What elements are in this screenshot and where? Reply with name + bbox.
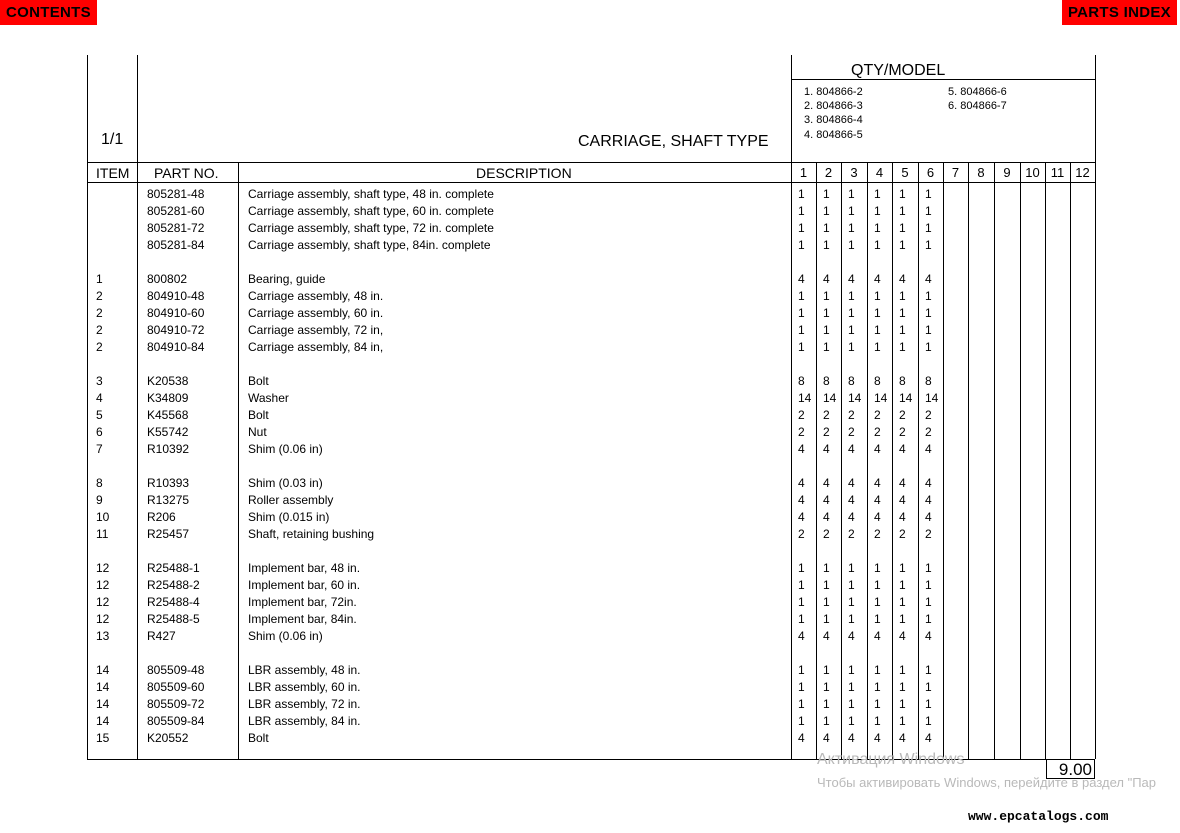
qty-cell: 2	[925, 425, 932, 439]
part-description: Shim (0.06 in)	[248, 442, 323, 456]
item-number: 12	[96, 612, 110, 626]
qty-cell: 14	[925, 391, 939, 405]
qty-cell: 1	[899, 663, 906, 677]
qty-cell: 4	[925, 493, 932, 507]
model-1: 1. 804866-2	[804, 86, 863, 98]
qty-cell: 1	[848, 612, 855, 626]
qty-cell: 8	[899, 374, 906, 388]
qty-cell: 1	[874, 714, 881, 728]
column-divider	[137, 55, 138, 759]
qty-cell: 2	[899, 408, 906, 422]
qty-column-divider	[867, 162, 868, 759]
qty-cell: 4	[874, 442, 881, 456]
column-divider	[238, 162, 239, 759]
qty-cell: 1	[899, 680, 906, 694]
qty-column-divider	[994, 162, 995, 759]
part-number: R427	[147, 629, 176, 643]
qty-cell: 4	[874, 493, 881, 507]
model-4: 4. 804866-5	[804, 129, 863, 141]
qty-cell: 1	[798, 221, 805, 235]
part-number: K20538	[147, 374, 189, 388]
part-number: 800802	[147, 272, 188, 286]
qty-cell: 4	[798, 476, 805, 490]
qty-cell: 1	[925, 221, 932, 235]
part-description: LBR assembly, 48 in.	[248, 663, 361, 677]
qty-cell: 14	[823, 391, 837, 405]
qty-cell: 4	[848, 476, 855, 490]
header-divider	[87, 162, 1096, 163]
qty-cell: 1	[848, 595, 855, 609]
column-header-model-5: 5	[901, 165, 909, 180]
qty-cell: 1	[798, 187, 805, 201]
qty-cell: 1	[848, 697, 855, 711]
qty-column-divider	[1070, 162, 1071, 759]
qty-cell: 1	[848, 187, 855, 201]
qty-cell: 4	[925, 629, 932, 643]
qty-cell: 1	[925, 612, 932, 626]
item-number: 8	[96, 476, 103, 490]
item-number: 9	[96, 493, 103, 507]
qty-cell: 1	[899, 238, 906, 252]
part-number: 804910-84	[147, 340, 205, 354]
qty-cell: 1	[899, 578, 906, 592]
qty-cell: 1	[899, 323, 906, 337]
column-divider	[791, 55, 792, 759]
qty-cell: 1	[848, 289, 855, 303]
qty-cell: 4	[925, 731, 932, 745]
column-header-model-11: 11	[1050, 165, 1065, 180]
item-number: 4	[96, 391, 103, 405]
contents-button[interactable]: CONTENTS	[0, 0, 97, 25]
item-number: 2	[96, 306, 103, 320]
qty-cell: 1	[874, 187, 881, 201]
item-number: 2	[96, 289, 103, 303]
item-number: 14	[96, 663, 110, 677]
qty-cell: 1	[848, 714, 855, 728]
part-description: LBR assembly, 84 in.	[248, 714, 361, 728]
page-number: 9.00	[1046, 759, 1095, 779]
qty-cell: 1	[874, 204, 881, 218]
part-description: Carriage assembly, 60 in.	[248, 306, 384, 320]
qty-cell: 1	[899, 306, 906, 320]
qty-cell: 8	[874, 374, 881, 388]
qty-cell: 1	[874, 323, 881, 337]
qty-cell: 1	[798, 238, 805, 252]
qty-cell: 4	[899, 510, 906, 524]
qty-cell: 4	[899, 476, 906, 490]
item-number: 12	[96, 578, 110, 592]
column-header-item: ITEM	[96, 165, 130, 181]
qty-cell: 4	[798, 493, 805, 507]
qty-cell: 1	[925, 561, 932, 575]
qty-cell: 1	[823, 238, 830, 252]
part-number: K45568	[147, 408, 189, 422]
qty-cell: 1	[925, 595, 932, 609]
part-description: Bolt	[248, 731, 269, 745]
qty-cell: 1	[874, 663, 881, 677]
part-description: Carriage assembly, shaft type, 48 in. complete	[248, 187, 494, 201]
qty-cell: 1	[798, 697, 805, 711]
qty-cell: 2	[798, 425, 805, 439]
item-number: 7	[96, 442, 103, 456]
header-divider	[87, 182, 1096, 183]
qty-cell: 1	[848, 578, 855, 592]
part-number: 805509-72	[147, 697, 205, 711]
part-description: Roller assembly	[248, 493, 334, 507]
qty-cell: 1	[925, 714, 932, 728]
part-number: 805509-48	[147, 663, 205, 677]
qty-cell: 1	[899, 289, 906, 303]
qty-cell: 4	[823, 476, 830, 490]
part-number: K55742	[147, 425, 189, 439]
qty-cell: 1	[899, 697, 906, 711]
qty-cell: 2	[874, 527, 881, 541]
item-number: 2	[96, 323, 103, 337]
item-number: 5	[96, 408, 103, 422]
qty-column-divider	[1020, 162, 1021, 759]
item-number: 15	[96, 731, 110, 745]
qty-cell: 1	[798, 595, 805, 609]
qty-cell: 1	[823, 289, 830, 303]
part-description: Shaft, retaining bushing	[248, 527, 375, 541]
part-number: R25488-5	[147, 612, 200, 626]
column-header-model-7: 7	[951, 165, 960, 180]
part-number: R10393	[147, 476, 190, 490]
qty-cell: 1	[874, 612, 881, 626]
windows-activation-text: Чтобы активировать Windows, перейдите в раздел "Пар	[817, 775, 1157, 790]
qty-cell: 1	[874, 221, 881, 235]
part-description: Shim (0.06 in)	[248, 629, 323, 643]
qty-cell: 4	[848, 272, 855, 286]
table-border-left	[87, 55, 88, 759]
part-number: 805281-48	[147, 187, 205, 201]
item-number: 12	[96, 595, 110, 609]
windows-activation-title: Активация Windows	[817, 751, 965, 768]
part-description: LBR assembly, 60 in.	[248, 680, 361, 694]
qty-cell: 1	[925, 323, 932, 337]
part-description: Carriage assembly, 84 in,	[248, 340, 384, 354]
part-number: 805281-72	[147, 221, 205, 235]
qty-cell: 1	[899, 187, 906, 201]
parts-index-button[interactable]: PARTS INDEX	[1062, 0, 1177, 25]
column-header-model-1: 1	[799, 165, 808, 180]
qty-cell: 2	[874, 408, 881, 422]
qty-cell: 4	[798, 510, 805, 524]
qty-cell: 4	[925, 510, 932, 524]
item-number: 12	[96, 561, 110, 575]
part-description: LBR assembly, 72 in.	[248, 697, 361, 711]
item-number: 6	[96, 425, 103, 439]
part-number: K20552	[147, 731, 189, 745]
qty-cell: 1	[925, 238, 932, 252]
part-number: 805509-84	[147, 714, 205, 728]
qty-cell: 1	[823, 187, 830, 201]
part-description: Shim (0.015 in)	[248, 510, 330, 524]
item-number: 2	[96, 340, 103, 354]
qty-cell: 1	[798, 204, 805, 218]
column-header-part-no: PART NO.	[154, 165, 219, 181]
part-description: Bolt	[248, 408, 269, 422]
qty-cell: 4	[848, 629, 855, 643]
qty-cell: 4	[823, 272, 830, 286]
part-number: 805509-60	[147, 680, 205, 694]
qty-cell: 1	[925, 289, 932, 303]
qty-cell: 4	[874, 272, 881, 286]
part-description: Carriage assembly, shaft type, 84in. complete	[248, 238, 491, 252]
qty-cell: 8	[823, 374, 830, 388]
qty-cell: 1	[874, 306, 881, 320]
part-number: R13275	[147, 493, 190, 507]
qty-cell: 1	[925, 680, 932, 694]
page-fraction: 1/1	[101, 131, 124, 148]
part-description: Implement bar, 48 in.	[248, 561, 361, 575]
qty-cell: 4	[823, 493, 830, 507]
qty-cell: 14	[848, 391, 862, 405]
qty-model-title: QTY/MODEL	[851, 62, 946, 79]
qty-cell: 1	[874, 697, 881, 711]
qty-cell: 1	[874, 238, 881, 252]
qty-cell: 1	[925, 697, 932, 711]
qty-cell: 2	[899, 425, 906, 439]
qty-cell: 4	[874, 476, 881, 490]
qty-cell: 1	[798, 680, 805, 694]
part-number: R10392	[147, 442, 190, 456]
part-number: R25488-1	[147, 561, 200, 575]
qty-cell: 1	[925, 306, 932, 320]
qty-cell: 1	[798, 289, 805, 303]
qty-cell: 1	[925, 187, 932, 201]
model-6: 6. 804866-7	[948, 100, 1007, 112]
qty-cell: 4	[823, 442, 830, 456]
qty-cell: 14	[798, 391, 812, 405]
part-description: Carriage assembly, shaft type, 60 in. complete	[248, 204, 494, 218]
qty-cell: 4	[798, 272, 805, 286]
qty-cell: 4	[925, 442, 932, 456]
qty-cell: 8	[848, 374, 855, 388]
part-number: K34809	[147, 391, 189, 405]
qty-cell: 4	[925, 272, 932, 286]
qty-cell: 1	[823, 714, 830, 728]
part-description: Nut	[248, 425, 267, 439]
qty-cell: 2	[848, 408, 855, 422]
qty-cell: 1	[823, 323, 830, 337]
qty-cell: 2	[925, 408, 932, 422]
qty-cell: 14	[899, 391, 913, 405]
qty-cell: 1	[848, 306, 855, 320]
qty-cell: 1	[899, 204, 906, 218]
model-3: 3. 804866-4	[804, 114, 863, 126]
column-header-model-10: 10	[1025, 165, 1040, 180]
qty-column-divider	[841, 162, 842, 759]
qty-cell: 4	[899, 442, 906, 456]
qty-cell: 4	[874, 510, 881, 524]
qty-cell: 4	[823, 629, 830, 643]
qty-cell: 1	[823, 612, 830, 626]
part-number: 804910-48	[147, 289, 205, 303]
qty-column-divider	[968, 162, 969, 759]
qty-cell: 4	[874, 629, 881, 643]
qty-cell: 1	[874, 595, 881, 609]
qty-cell: 1	[848, 340, 855, 354]
qty-cell: 1	[823, 663, 830, 677]
qty-cell: 4	[874, 731, 881, 745]
qty-cell: 1	[848, 561, 855, 575]
part-description: Bearing, guide	[248, 272, 326, 286]
page-title: CARRIAGE, SHAFT TYPE	[578, 133, 769, 150]
qty-cell: 8	[798, 374, 805, 388]
qty-cell: 1	[823, 561, 830, 575]
model-2: 2. 804866-3	[804, 100, 863, 112]
qty-cell: 1	[798, 306, 805, 320]
part-number: 804910-72	[147, 323, 205, 337]
column-header-model-6: 6	[926, 165, 935, 180]
qty-cell: 2	[848, 527, 855, 541]
part-number: R25457	[147, 527, 190, 541]
qty-cell: 1	[925, 340, 932, 354]
part-description: Carriage assembly, 72 in,	[248, 323, 384, 337]
qty-column-divider	[816, 162, 817, 759]
qty-column-divider	[1045, 162, 1046, 759]
qty-cell: 8	[925, 374, 932, 388]
column-header-model-2: 2	[824, 165, 833, 180]
qty-cell: 1	[823, 204, 830, 218]
model-5: 5. 804866-6	[948, 86, 1007, 98]
item-number: 3	[96, 374, 103, 388]
qty-cell: 2	[874, 425, 881, 439]
qty-cell: 2	[925, 527, 932, 541]
qty-cell: 4	[823, 510, 830, 524]
part-number: R25488-2	[147, 578, 200, 592]
part-description: Shim (0.03 in)	[248, 476, 323, 490]
qty-cell: 2	[823, 408, 830, 422]
qty-cell: 1	[925, 204, 932, 218]
qty-cell: 1	[848, 663, 855, 677]
item-number: 11	[96, 527, 109, 541]
table-border-right	[1095, 55, 1096, 759]
qty-cell: 4	[848, 442, 855, 456]
column-header-model-9: 9	[1003, 165, 1011, 180]
part-description: Implement bar, 60 in.	[248, 578, 361, 592]
qty-cell: 4	[899, 629, 906, 643]
qty-column-divider	[892, 162, 893, 759]
qty-cell: 1	[899, 221, 906, 235]
qty-cell: 1	[798, 663, 805, 677]
qty-cell: 2	[798, 408, 805, 422]
qty-cell: 2	[823, 425, 830, 439]
part-number: 804910-60	[147, 306, 205, 320]
part-description: Implement bar, 84in.	[248, 612, 357, 626]
item-number: 13	[96, 629, 110, 643]
site-url[interactable]: www.epcatalogs.com	[968, 809, 1109, 824]
part-number: R206	[147, 510, 176, 524]
qty-column-divider	[918, 162, 919, 759]
qty-cell: 1	[798, 714, 805, 728]
qty-cell: 2	[848, 425, 855, 439]
part-number: 805281-84	[147, 238, 205, 252]
qty-cell: 1	[823, 578, 830, 592]
qty-cell: 2	[798, 527, 805, 541]
qty-cell: 1	[823, 680, 830, 694]
qty-cell: 4	[823, 731, 830, 745]
column-header-model-8: 8	[977, 165, 985, 180]
qty-cell: 2	[823, 527, 830, 541]
qty-cell: 14	[874, 391, 888, 405]
qty-cell: 1	[899, 714, 906, 728]
qty-cell: 4	[798, 629, 805, 643]
qty-cell: 1	[798, 561, 805, 575]
qty-cell: 1	[874, 561, 881, 575]
qty-cell: 4	[848, 731, 855, 745]
qty-cell: 1	[848, 204, 855, 218]
item-number: 1	[96, 272, 103, 286]
qty-cell: 4	[848, 493, 855, 507]
column-header-description: DESCRIPTION	[476, 165, 572, 181]
qty-cell: 4	[899, 493, 906, 507]
qty-cell: 4	[899, 731, 906, 745]
part-description: Implement bar, 72in.	[248, 595, 357, 609]
part-description: Bolt	[248, 374, 269, 388]
qty-cell: 1	[899, 595, 906, 609]
column-header-model-12: 12	[1075, 165, 1090, 180]
qty-cell: 4	[798, 442, 805, 456]
qty-cell: 1	[798, 612, 805, 626]
item-number: 14	[96, 714, 110, 728]
qty-cell: 1	[823, 595, 830, 609]
column-header-model-3: 3	[850, 165, 858, 180]
qty-cell: 1	[899, 612, 906, 626]
part-description: Carriage assembly, shaft type, 72 in. complete	[248, 221, 494, 235]
qty-cell: 1	[925, 578, 932, 592]
qty-cell: 1	[925, 663, 932, 677]
part-description: Carriage assembly, 48 in.	[248, 289, 384, 303]
item-number: 14	[96, 680, 110, 694]
qty-cell: 1	[823, 340, 830, 354]
item-number: 10	[96, 510, 110, 524]
qty-cell: 1	[798, 323, 805, 337]
qty-cell: 1	[874, 578, 881, 592]
qty-cell: 1	[848, 323, 855, 337]
part-number: 805281-60	[147, 204, 205, 218]
qty-cell: 1	[874, 680, 881, 694]
qty-cell: 1	[798, 340, 805, 354]
qty-cell: 1	[848, 680, 855, 694]
qty-cell: 1	[823, 306, 830, 320]
qty-cell: 1	[823, 221, 830, 235]
qty-cell: 1	[874, 289, 881, 303]
part-description: Washer	[248, 391, 289, 405]
qty-cell: 2	[899, 527, 906, 541]
qty-cell: 1	[899, 340, 906, 354]
qty-cell: 1	[899, 561, 906, 575]
qty-cell: 1	[823, 697, 830, 711]
qty-cell: 4	[798, 731, 805, 745]
qty-cell: 4	[848, 510, 855, 524]
qty-cell: 1	[848, 221, 855, 235]
part-number: R25488-4	[147, 595, 200, 609]
qty-cell: 4	[899, 272, 906, 286]
qty-cell: 1	[874, 340, 881, 354]
column-header-model-4: 4	[875, 165, 884, 180]
qty-cell: 1	[848, 238, 855, 252]
qty-cell: 4	[925, 476, 932, 490]
qty-cell: 1	[798, 578, 805, 592]
item-number: 14	[96, 697, 110, 711]
qty-column-divider	[943, 162, 944, 759]
